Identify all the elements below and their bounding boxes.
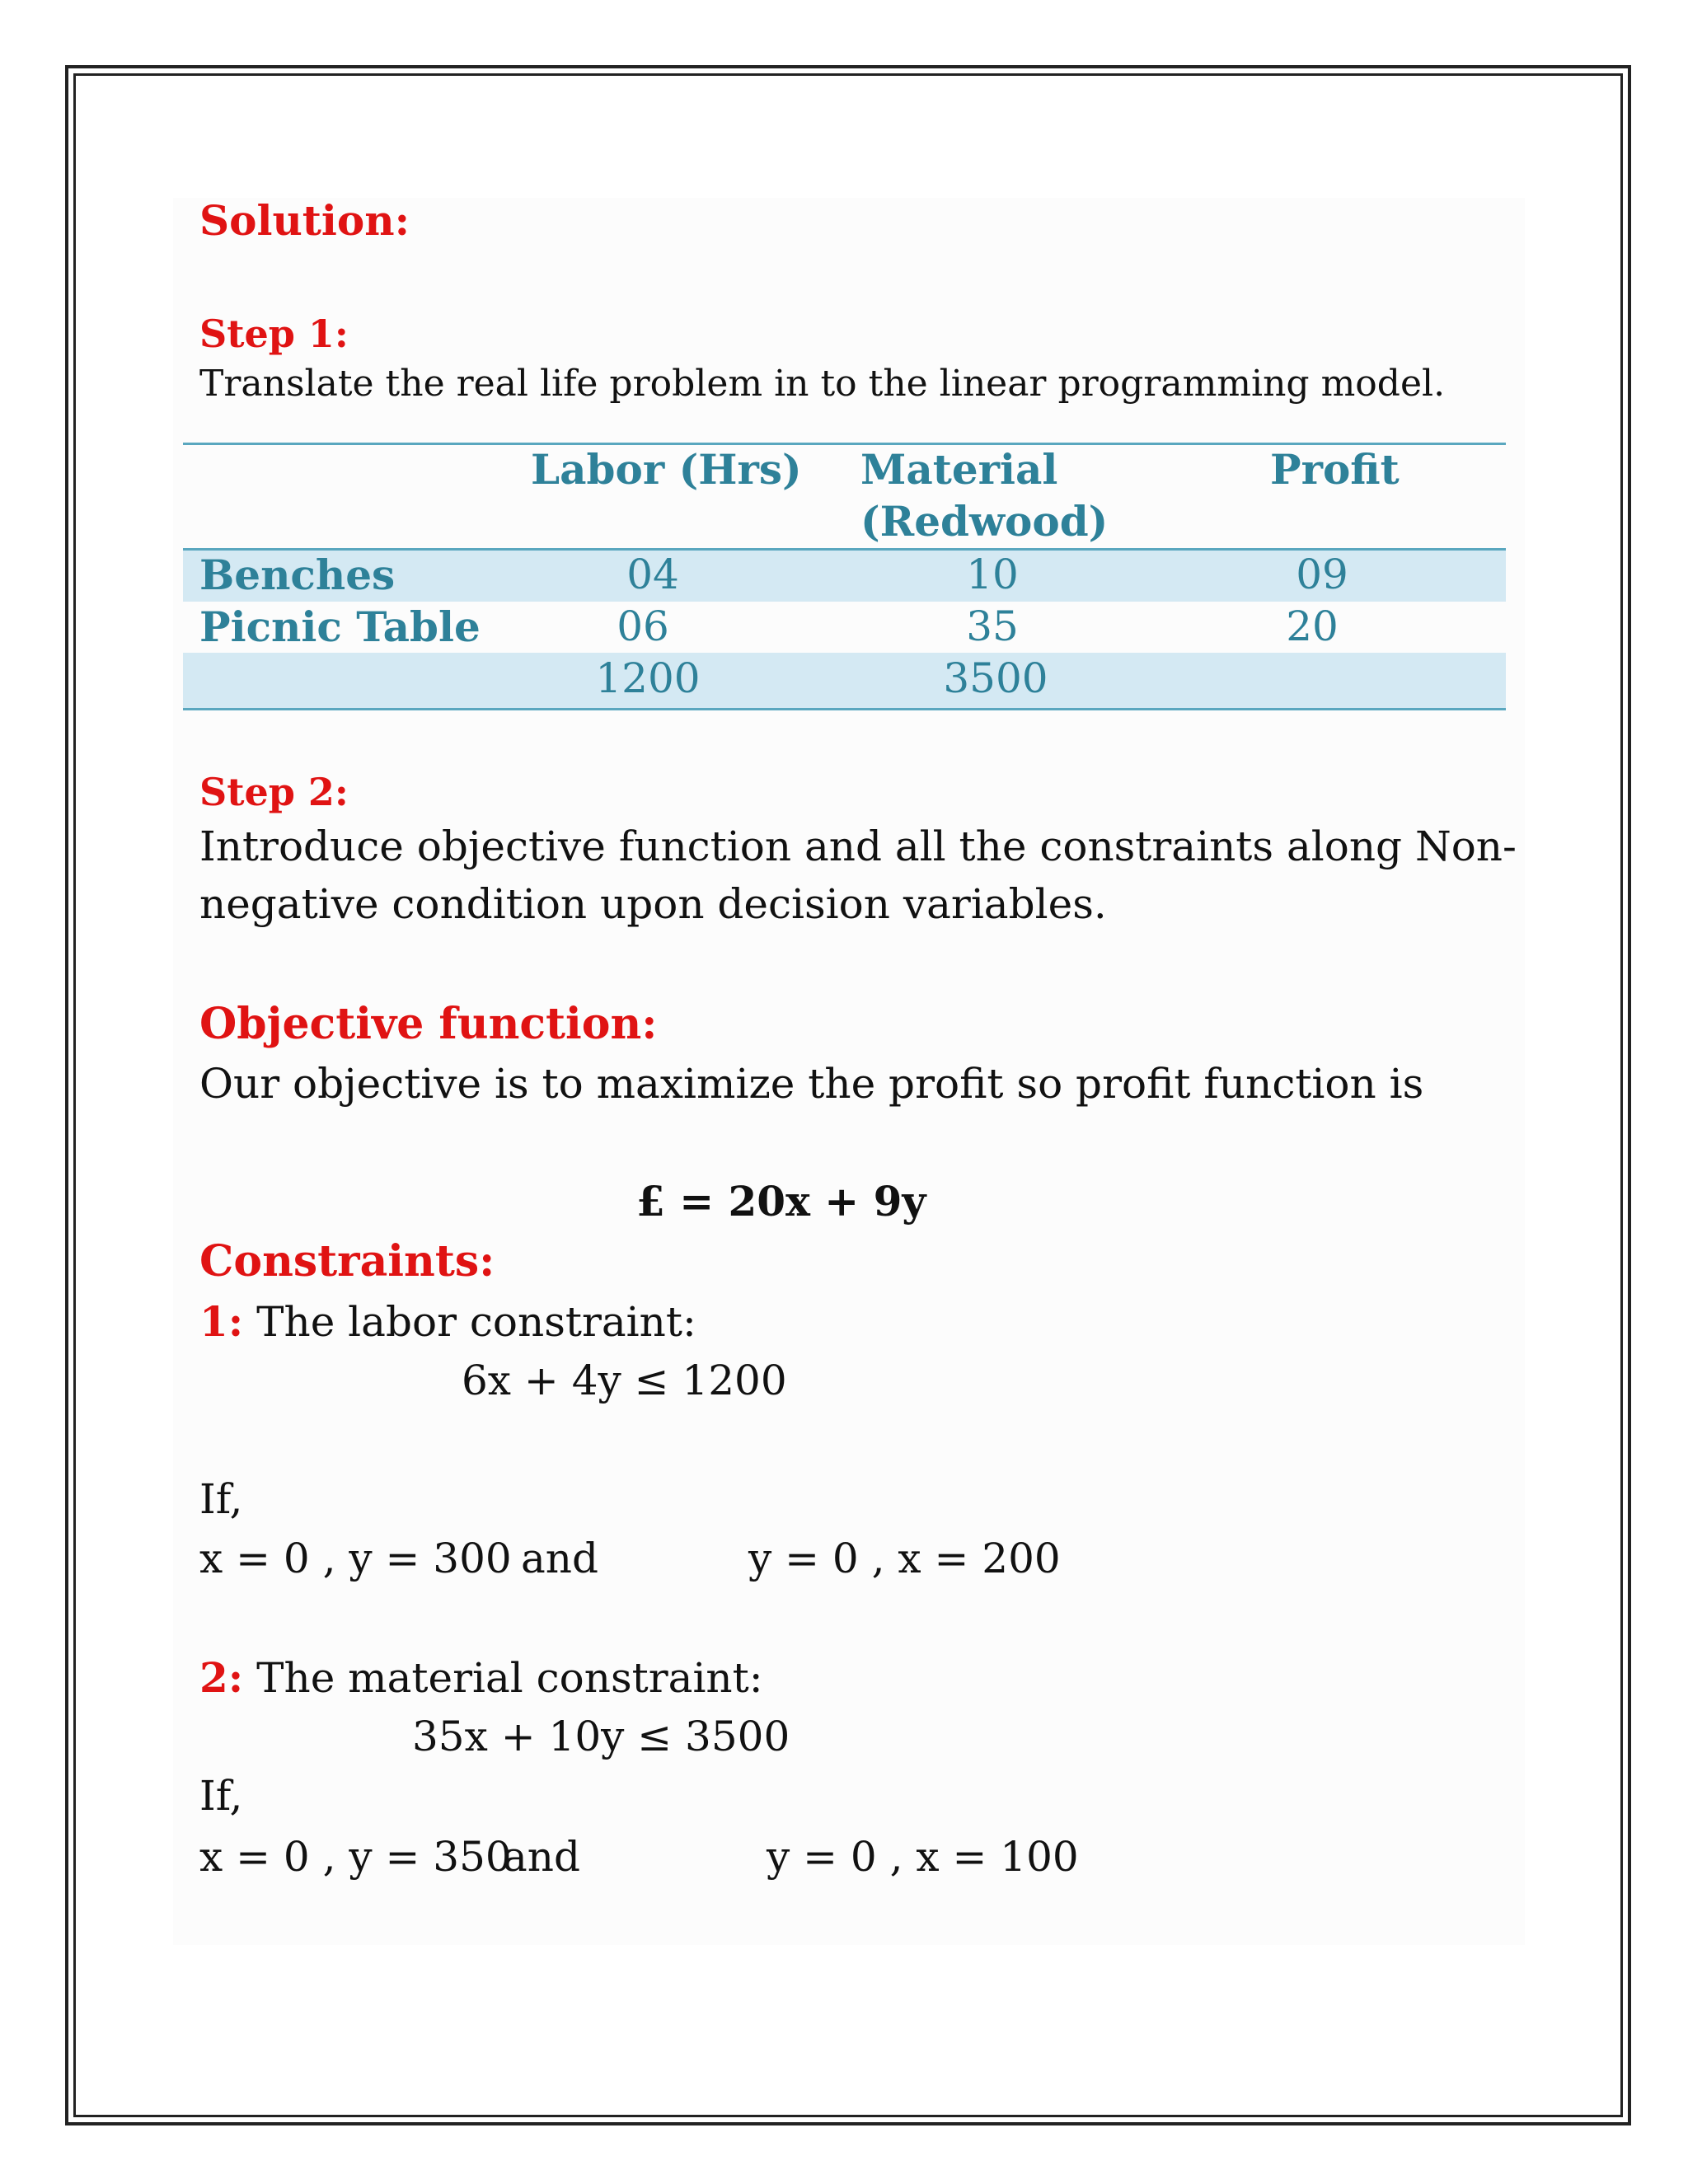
table-cell: 20 [1286,602,1339,650]
constraint1-intercept-x: y = 0 , x = 200 [748,1535,1061,1582]
objective-heading: Objective function: [199,999,658,1049]
constraint1-line [199,1297,696,1346]
constraint2-number: 2: [199,1653,244,1702]
constraint1-label: The labor constraint: [243,1298,696,1346]
constraint2-intercept-y: x = 0 , y = 350 [199,1833,512,1881]
constraint1-and: and [521,1535,599,1582]
step1-text: Translate the real life problem in to the linear programming model. [199,363,1446,405]
constraint2-intercept-x: y = 0 , x = 100 [767,1833,1079,1881]
constraint1-inequality: 6x + 4y ≤ 1200 [462,1357,787,1404]
constraints-heading: Constraints: [199,1236,495,1286]
constraint2-label: The material constraint: [243,1654,763,1702]
table-cell: 09 [1296,551,1348,598]
constraint1-intercept-y: x = 0 , y = 300 [199,1535,512,1582]
constraint2-inequality: 35x + 10y ≤ 3500 [412,1713,790,1760]
constraint1-number: 1: [199,1297,244,1346]
table-row-band [183,653,1506,709]
step2-line1: Introduce objective function and all the constraints along Non- [199,823,1517,870]
step2-heading: Step 2: [199,770,349,814]
table-cell: 3500 [943,654,1048,702]
table-cell: 06 [617,602,669,650]
constraint2-and: and [503,1833,581,1881]
table-bottom-rule [183,708,1506,710]
constraint2-if: If, [199,1772,243,1820]
header-material: Material [860,445,1058,494]
objective-formula: £ = 20x + 9y [636,1177,926,1226]
table-row-label: Picnic Table [199,602,481,651]
step1-heading: Step 1: [199,312,349,356]
objective-text: Our objective is to maximize the profit so profit function is [199,1060,1424,1108]
constraint1-if: If, [199,1475,243,1523]
header-profit: Profit [1270,445,1400,494]
solution-heading: Solution: [199,196,410,245]
header-labor: Labor (Hrs) [531,445,802,494]
table-cell: 10 [966,551,1019,598]
table-cell: 1200 [595,654,701,702]
constraint2-line [199,1653,763,1702]
table-row-label: Benches [199,551,396,599]
header-material-sub: (Redwood) [860,497,1109,546]
table-cell: 04 [626,551,679,598]
table-cell: 35 [966,602,1019,650]
step2-line2: negative condition upon decision variables. [199,880,1107,928]
